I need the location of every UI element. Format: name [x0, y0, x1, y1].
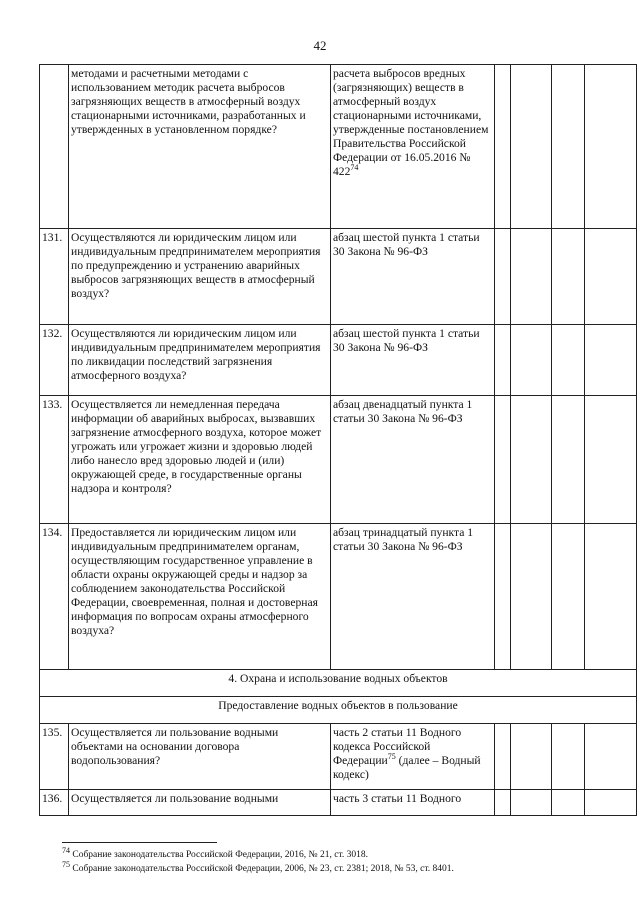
question-cell: Предоставляется ли юридическим лицом или индивидуальным предпринимателем органам, осуществляющим государственное управление в области охраны окружающей среды и надзор за соблюдением законодательства Российской Федерации, своевременная, полная и достоверная информация по вопросам охраны атмосферного воздуха?	[69, 524, 331, 670]
footnote-divider	[62, 842, 217, 843]
table-row	[40, 790, 637, 816]
answer-cell	[552, 325, 585, 396]
reference-cell	[331, 724, 495, 790]
answer-cell	[552, 396, 585, 524]
table-row	[40, 325, 637, 396]
footnote-mark: 74	[62, 845, 70, 855]
answer-cell	[552, 65, 585, 229]
row-number: 134.	[40, 524, 69, 670]
reference-cell: абзац шестой пункта 1 статьи 30 Закона № 96-ФЗ	[331, 325, 495, 396]
section-title: 4. Охрана и использование водных объектов	[40, 670, 637, 697]
question-cell: Осуществляются ли юридическим лицом или индивидуальным предпринимателем мероприятия по предупреждению и устранению аварийных выбросов загрязняющих веществ в атмосферный воздух?	[69, 229, 331, 325]
answer-cell	[585, 396, 637, 524]
reference-cell: абзац тринадцатый пункта 1 статьи 30 Закона № 96-ФЗ	[331, 524, 495, 670]
answer-cell	[495, 229, 511, 325]
subsection-row	[40, 697, 637, 724]
answer-cell	[585, 65, 637, 229]
footnote-74	[62, 845, 622, 862]
question-cell: Осуществляется ли немедленная передача информации об аварийных выбросах, вызвавших загрязнение атмосферного воздуха, которое может угрожать или угрожает жизни и здоровью людей либо нанесло вред здоровью людей и (или) окружающей среде, в государственные органы надзора и контроля?	[69, 396, 331, 524]
answer-cell	[495, 524, 511, 670]
answer-cell	[495, 325, 511, 396]
answer-cell	[511, 229, 552, 325]
answer-cell	[585, 229, 637, 325]
answer-cell	[511, 790, 552, 816]
table-row	[40, 724, 637, 790]
reference-cell: абзац двенадцатый пункта 1 статьи 30 Закона № 96-ФЗ	[331, 396, 495, 524]
row-number	[40, 65, 69, 229]
answer-cell	[511, 65, 552, 229]
question-cell: Осуществляются ли юридическим лицом или индивидуальным предпринимателем мероприятия по ликвидации последствий загрязнения атмосферного воздуха?	[69, 325, 331, 396]
footnote-marker: 74	[350, 163, 359, 173]
row-number: 133.	[40, 396, 69, 524]
reference-cell: часть 3 статьи 11 Водного	[331, 790, 495, 816]
question-cell: методами и расчетными методами с использованием методик расчета выбросов загрязняющих веществ в атмосферный воздух стационарными источниками, разработанных и утвержденных в установленном порядке?	[69, 65, 331, 229]
answer-cell	[585, 724, 637, 790]
section-row	[40, 670, 637, 697]
reference-cell	[331, 65, 495, 229]
footnote-text: Собрание законодательства Российской Федерации, 2006, № 23, ст. 2381; 2018, № 53, ст. 8401.	[70, 864, 454, 874]
footnotes	[62, 845, 622, 876]
row-number: 135.	[40, 724, 69, 790]
footnote-marker: 75	[387, 752, 396, 762]
answer-cell	[495, 396, 511, 524]
answer-cell	[552, 724, 585, 790]
answer-cell	[552, 524, 585, 670]
footnote-mark: 75	[62, 859, 70, 869]
row-number: 136.	[40, 790, 69, 816]
table-row	[40, 229, 637, 325]
answer-cell	[511, 325, 552, 396]
answer-cell	[495, 65, 511, 229]
answer-cell	[585, 790, 637, 816]
footnote-text: Собрание законодательства Российской Федерации, 2016, № 21, ст. 3018.	[70, 850, 369, 860]
page-number: 42	[313, 38, 327, 53]
checklist-table	[39, 64, 637, 816]
table-row	[40, 65, 637, 229]
answer-cell	[585, 524, 637, 670]
row-number: 131.	[40, 229, 69, 325]
table-row	[40, 524, 637, 670]
answer-cell	[495, 724, 511, 790]
reference-text-continued: (далее – Водный кодекс)	[333, 754, 481, 781]
footnote-75	[62, 859, 622, 876]
answer-cell	[511, 724, 552, 790]
row-number: 132.	[40, 325, 69, 396]
reference-text: часть 2 статьи 11 Водного кодекса Российской Федерации	[333, 726, 462, 767]
subsection-title: Предоставление водных объектов в пользование	[40, 697, 637, 724]
answer-cell	[585, 325, 637, 396]
reference-cell: абзац шестой пункта 1 статьи 30 Закона № 96-ФЗ	[331, 229, 495, 325]
question-cell: Осуществляется ли пользование водными объектами на основании договора водопользования?	[69, 724, 331, 790]
answer-cell	[552, 790, 585, 816]
table-row	[40, 396, 637, 524]
answer-cell	[511, 524, 552, 670]
answer-cell	[552, 229, 585, 325]
reference-text: расчета выбросов вредных (загрязняющих) веществ в атмосферный воздух стационарными источниками, утвержденные постановлением Правительства Российской Федерации от 16.05.2016 № 422	[333, 67, 489, 178]
question-cell: Осуществляется ли пользование водными	[69, 790, 331, 816]
answer-cell	[495, 790, 511, 816]
answer-cell	[511, 396, 552, 524]
